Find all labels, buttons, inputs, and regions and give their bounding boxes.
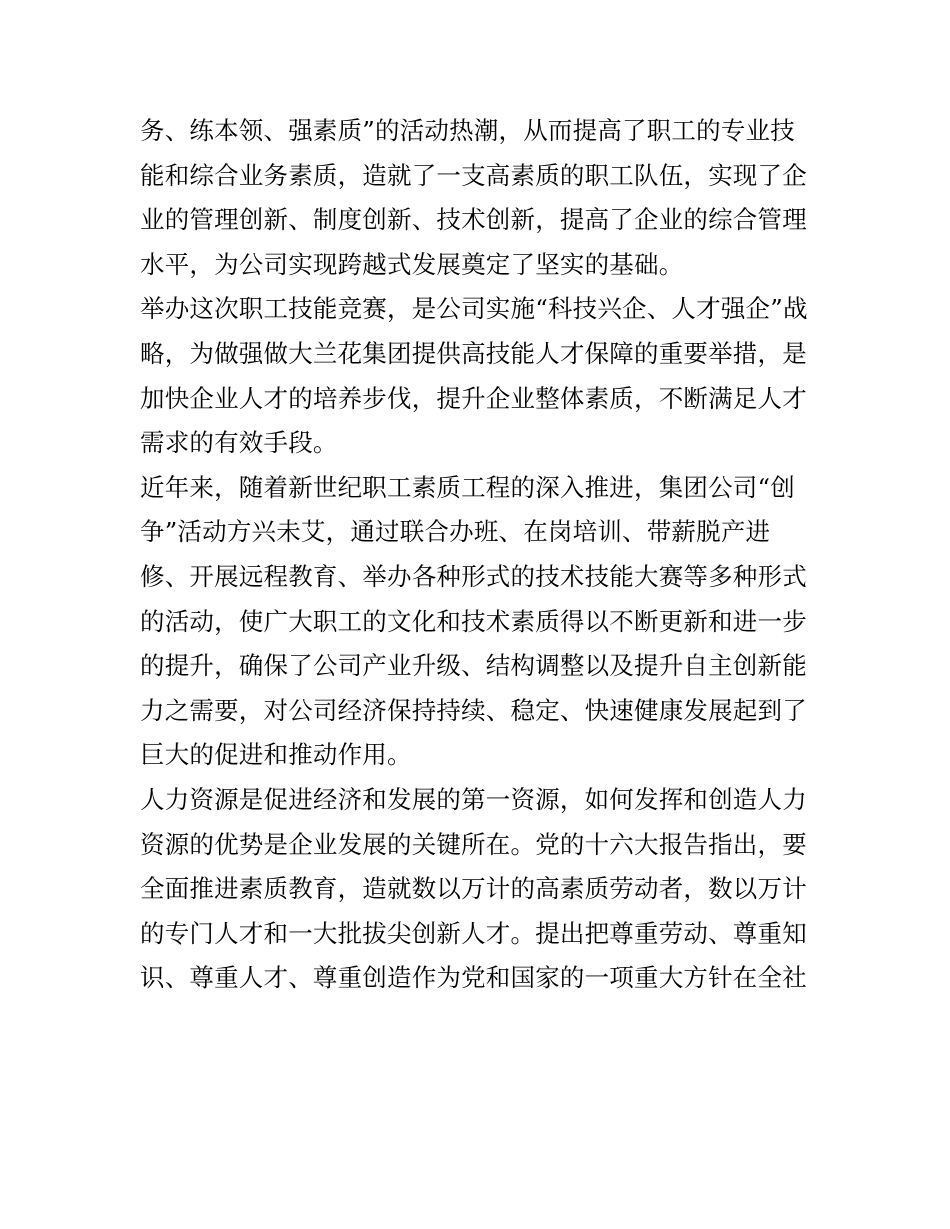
text-line-15: 巨大的促进和推动作用。 [140,740,412,770]
text-line-18: 全面推进素质教育，造就数以万计的高素质劳动者，数以万计 [140,874,807,904]
text-line-19: 的专门人才和一大批拔尖创新人才。提出把尊重劳动、尊重知 [140,918,807,948]
document-body [140,109,814,1001]
text-line-4: 水平，为公司实现跨越式发展奠定了坚实的基础。 [140,249,684,279]
text-line-10: 争”活动方兴未艾，通过联合办班、在岗培训、带薪脱产进 [140,517,771,547]
text-line-8: 需求的有效手段。 [140,428,338,458]
text-line-9: 近年来，随着新世纪职工素质工程的深入推进，集团公司“创 [140,472,795,502]
text-line-1: 务、练本领、强素质”的活动热潮，从而提高了职工的专业技 [140,116,795,145]
text-line-13: 的提升，确保了公司产业升级、结构调整以及提升自主创新能 [140,651,807,681]
text-line-11: 修、开展远程教育、举办各种形式的技术技能大赛等多种形式 [140,561,807,591]
text-line-12: 的活动，使广大职工的文化和技术素质得以不断更新和进一步 [140,606,807,636]
text-line-6: 略，为做强做大兰花集团提供高技能人才保障的重要举措，是 [140,338,807,368]
text-line-17: 资源的优势是企业发展的关键所在。党的十六大报告指出，要 [140,829,807,859]
text-line-7: 加快企业人才的培养步伐，提升企业整体素质，不断满足人才 [140,383,807,413]
text-line-3: 业的管理创新、制度创新、技术创新，提高了企业的综合管理 [140,205,807,235]
text-line-20: 识、尊重人才、尊重创造作为党和国家的一项重大方针在全社 [140,963,807,993]
text-line-16: 人力资源是促进经济和发展的第一资源，如何发挥和创造人力 [140,784,807,814]
text-line-2: 能和综合业务素质，造就了一支高素质的职工队伍，实现了企 [140,160,807,190]
text-line-5: 举办这次职工技能竞赛，是公司实施“科技兴企、人才强企”战 [140,294,808,324]
text-line-14: 力之需要，对公司经济保持持续、稳定、快速健康发展起到了 [140,695,807,725]
